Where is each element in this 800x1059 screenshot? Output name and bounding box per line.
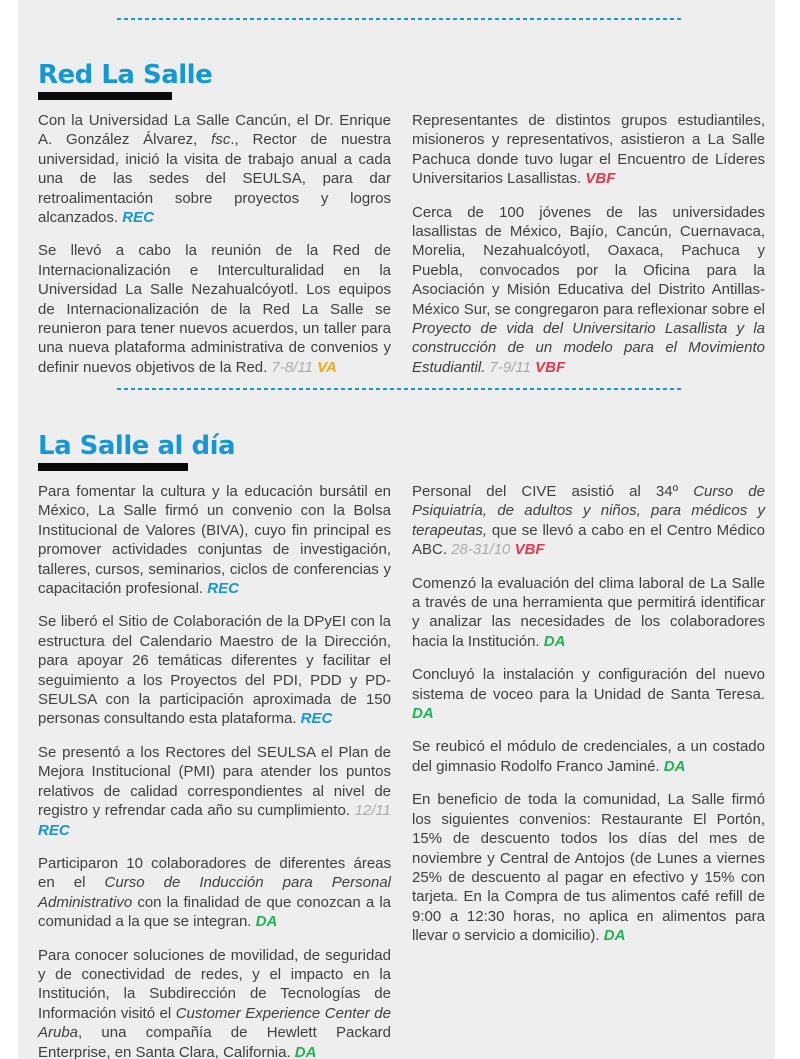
paragraph (412, 111, 765, 189)
text-segment: Representantes de distintos grupos estudiantiles, misioneros y representativos, asistieron a La Salle Pachuca donde tuvo lugar el Encuentro de Líderes Universitarios Lasallistas. (412, 112, 765, 188)
left-column (38, 111, 391, 377)
paragraph (38, 241, 391, 377)
italic-text-segment: Curso de Inducción para Personal Administrativo (38, 874, 391, 911)
paragraph (38, 612, 391, 728)
text-segment: , una compañía de Hewlett Packard Enterprise, en Santa Clara, California. (38, 1024, 391, 1059)
title-underline-bar (38, 92, 172, 100)
text-segment: Comenzó la evaluación del clima laboral de La Salle a través de una herramienta que permitirá identificar y analizar las necesidades de los colaboradores hacia la Institución. (412, 574, 765, 650)
title-underline-bar (38, 463, 188, 471)
paragraph (412, 737, 765, 776)
paragraph (38, 482, 391, 598)
tag-vbf: VBF (585, 170, 616, 188)
tag-da: DA (255, 913, 278, 931)
date-label: 7-9/11 (489, 358, 536, 376)
italic-text-segment: Curso de Psiquiatría, de adultos y niños, para médicos y terapeutas, (412, 483, 765, 539)
two-column-layout (38, 111, 765, 377)
paragraph (38, 111, 391, 227)
text-segment: Se reubicó el módulo de credenciales, a un costado del gimnasio Rodolfo Franco Jaminé. (412, 738, 765, 775)
text-segment: Cerca de 100 jóvenes de las universidades lasallistas de México, Bajío, Cancún, Cuernavaca, Morelia, Nezahualcóyotl, Oaxaca, Pachuca y Puebla, convocados por la Oficina para la Asociación y Misión Educativa del Distrito Antillas-México Sur, se congregaron para reflexionar sobre el (412, 203, 765, 318)
section-red-la-salle (38, 61, 765, 377)
tag-va: VA (317, 358, 337, 376)
text-segment: Con la Universidad La Salle Cancún, el Dr. Enrique A. González Álvarez, (38, 112, 391, 149)
text-segment: Participaron 10 colaboradores de diferentes áreas en el (38, 854, 391, 892)
left-column (38, 482, 391, 1059)
section-divider-dashed-line (117, 18, 683, 20)
tag-rec: REC (38, 821, 70, 839)
paragraph (38, 743, 391, 840)
section-title: La Salle al día (38, 431, 236, 461)
tag-da: DA (543, 632, 566, 650)
text-segment: Concluyó la instalación y configuración del nuevo sistema de voceo para la Unidad de Santa Teresa. (412, 666, 765, 703)
tag-da: DA (294, 1043, 317, 1059)
section-title: Red La Salle (38, 60, 213, 90)
tag-rec: REC (207, 580, 239, 598)
text-segment: Se liberó el Sitio de Colaboración de la DPyEI con la estructura del Calendario Maestro de la Dirección, para apoyar 26 temáticas diferentes y facilitar el seguimiento a los Proyectos del PDI, PDD y PD-SEULSA con la participación aproximada de 150 personas consultando esta plataforma. (38, 613, 391, 728)
text-segment: En beneficio de toda la comunidad, La Salle firmó los siguientes convenios: Restaurante El Portón, 15% de descuento todos los días del mes de noviembre y Central de Antojos (de Lunes a viernes 25% de descuento al pagar en efectivo y 15% con tarjeta. En la Compra de tus alimentos café refill de 9:00 a 12:30 horas, no aplica en alimentos para llevar o servicio a domicilio). (412, 791, 765, 945)
tag-rec: REC (122, 209, 154, 227)
right-column (412, 482, 765, 1059)
paragraph (412, 203, 765, 378)
text-segment: Se llevó a cabo la reunión de la Red de Internacionalización e Interculturalidad en la Universidad La Salle Nezahualcóyotl. Los equipos de Internacionalización de la Red La Salle se reunieron para tener nuevos acuerdos, un taller para una nueva plataforma administrativa de convenios y definir nuevos objetivos de la Red. (38, 242, 391, 376)
tag-vbf: VBF (535, 358, 566, 376)
text-segment: Se presentó a los Rectores del SEULSA el Plan de Mejora Institucional (PMI) para atender los puntos relativos de calidad correspondientes al nivel de registro y refrendar cada año su cumplimiento. (38, 743, 391, 820)
text-segment: Personal del CIVE asistió al 34º (412, 483, 694, 500)
paragraph (38, 946, 391, 1059)
date-label: 7-8/11 (271, 358, 318, 376)
text-segment: que se llevó a cabo en el Centro Médico ABC. (412, 521, 765, 559)
date-label: 28-31/10 (451, 541, 515, 559)
text-segment: Para fomentar la cultura y la educación bursátil en México, La Salle firmó un convenio con la Bolsa Institucional de Valores (BIVA), cuyo fin principal es promover actividades conjuntas de investigación, talleres, cursos, seminarios, ciclos de conferencias y capacitación profesional. (38, 483, 391, 598)
paragraph (412, 574, 765, 652)
italic-text-segment: Proyecto de vida del Universitario Lasallista y la construcción de un modelo para el Movimiento Estudiantil. (412, 320, 765, 376)
section-divider-dashed-line (117, 388, 683, 390)
tag-da: DA (412, 705, 434, 723)
date-label: 12/11 (354, 802, 391, 820)
tag-da: DA (663, 757, 686, 775)
section-la-salle-al-dia (38, 432, 765, 1059)
text-segment: Para conocer soluciones de movilidad, de seguridad y de conectividad de redes, y el impacto en la Institución, la Subdirección de Tecnologías de Información visitó el (38, 946, 391, 1022)
tag-da: DA (603, 927, 626, 945)
tag-rec: REC (300, 710, 333, 728)
italic-text-segment: fsc (211, 131, 231, 149)
two-column-layout (38, 482, 765, 1059)
text-segment: ., Rector de nuestra universidad, inició la visita de trabajo anual a cada una de las sedes del SEULSA, para dar retroalimentación sobre proyectos y logros alcanzados. (38, 131, 392, 227)
paragraph (412, 665, 765, 723)
paragraph (38, 854, 391, 932)
text-segment: con la finalidad de que conozcan a la comunidad a la que se integran. (38, 893, 391, 931)
italic-text-segment: Customer Experience Center de Aruba (38, 1004, 391, 1042)
tag-vbf: VBF (514, 541, 545, 559)
paragraph (412, 482, 765, 560)
paragraph (412, 790, 765, 945)
right-column (412, 111, 765, 377)
